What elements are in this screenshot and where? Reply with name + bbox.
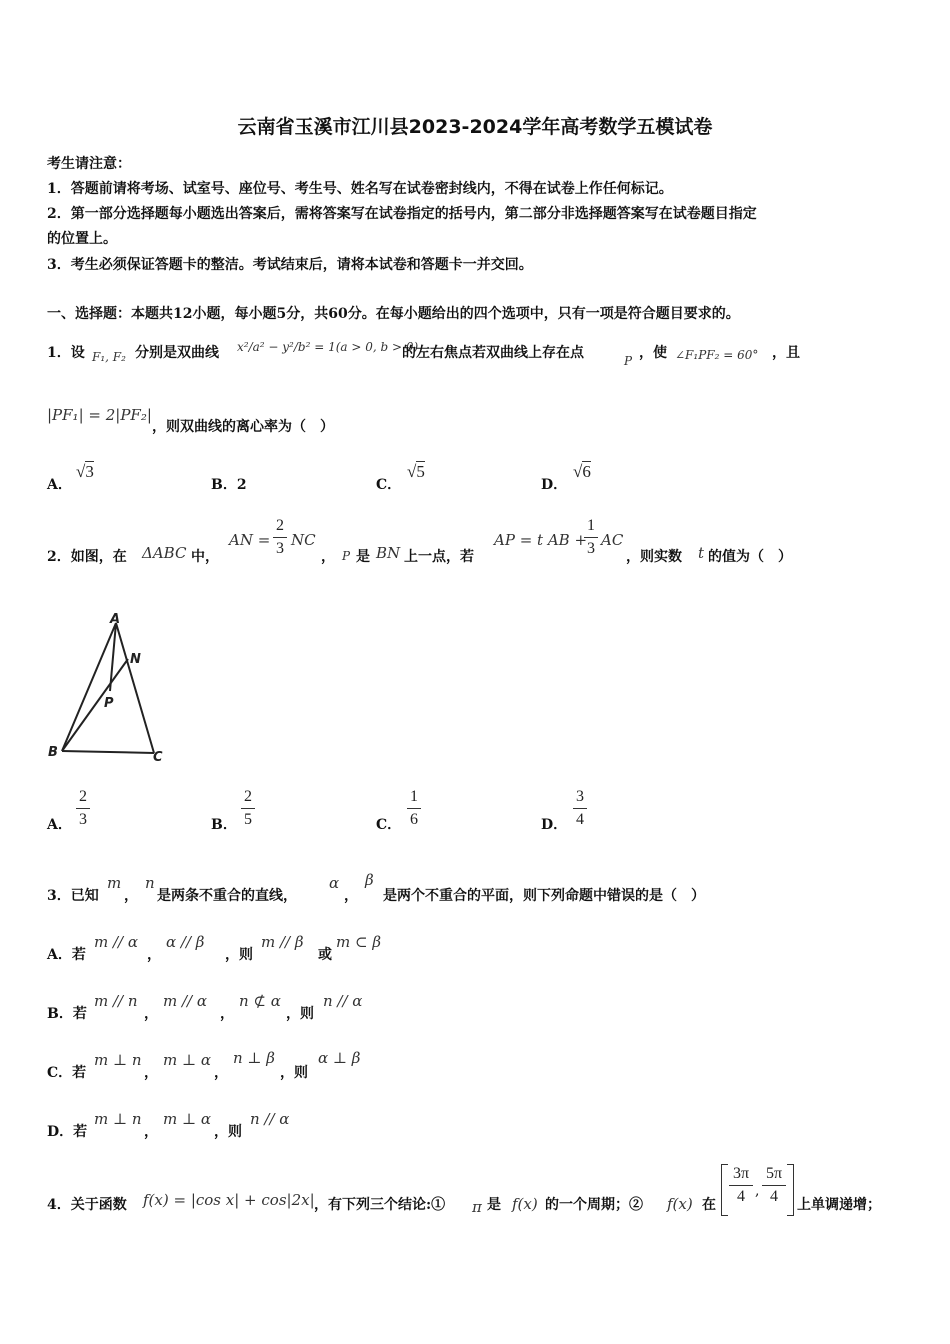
q4-pi: π — [472, 1198, 482, 1216]
q1-text-5: ，则双曲线的离心率为（ ） — [152, 419, 334, 435]
q2-text-4: 上一点，若 — [404, 549, 474, 565]
q2-option-b-value: 2 5 — [241, 788, 255, 829]
q4-interval-start: 3π 4 — [729, 1165, 753, 1206]
q1-option-a-value: √3 — [76, 462, 94, 481]
q1-option-c: C． — [376, 477, 402, 493]
q1-option-b: B．2 — [211, 477, 247, 493]
q3-option-b: B．若 — [47, 1006, 87, 1022]
q1-text-4: ，且 — [772, 345, 800, 361]
q3-b-cond-2: m // α — [163, 992, 207, 1010]
q3-text-1: 是两条不重合的直线， — [157, 888, 297, 904]
q2-text-3: 是 — [356, 549, 370, 565]
q2-eq1-fraction: 2 3 — [273, 517, 287, 558]
q3-option-c: C．若 — [47, 1065, 87, 1081]
section-heading: 一、选择题：本题共12小题，每小题5分，共60分。在每小题给出的四个选项中，只有一项是符合题目要求的。 — [47, 306, 740, 322]
q3-d-cond-2: m ⊥ α — [163, 1110, 211, 1128]
q4-interval-right-bracket — [787, 1164, 794, 1216]
q2-eq1-right: NC — [291, 531, 316, 549]
q4-function: f(x) = |cos x| + cos|2x| — [143, 1191, 315, 1209]
q1-text-1: 分别是双曲线 — [135, 345, 219, 361]
q2-eq2-right: AC — [601, 531, 624, 549]
q1-number: 1．设 — [47, 345, 85, 361]
q4-fx-2: f(x) — [667, 1195, 693, 1213]
q3-a-or: 或 — [318, 947, 332, 963]
q3-a-sep: ， — [147, 947, 161, 963]
q2-segment-bn: BN — [376, 544, 401, 562]
q1-option-a: A． — [47, 477, 72, 493]
q2-option-c-value: 1 6 — [407, 788, 421, 829]
notice-item-2: 2．第一部分选择题每小题选出答案后，需将答案写在试卷指定的括号内，第二部分非选择题答案写在试卷题目指定 — [47, 206, 757, 222]
q3-c-sep-2: ， — [214, 1065, 228, 1081]
q1-hyperbola: x²/a² − y²/b² = 1(a > 0, b > 0) — [237, 340, 419, 354]
q2-eq2-left: AP = t AB + — [494, 531, 588, 549]
q4-text-5: 上单调递增； — [797, 1197, 881, 1213]
q1-angle: ∠F₁PF₂ = 60° — [675, 348, 759, 362]
figure-label-b: B — [48, 745, 58, 760]
q4-interval-comma: , — [755, 1183, 760, 1199]
q3-c-then: ，则 — [280, 1065, 308, 1081]
notice-item-1: 1．答题前请将考场、试室号、座位号、考生号、姓名写在试卷密封线内，不得在试卷上作任何标记。 — [47, 181, 673, 197]
q3-beta: β — [365, 871, 374, 889]
q1-text-2: 的左右焦点若双曲线上存在点 — [402, 345, 584, 361]
q3-d-cond-1: m ⊥ n — [94, 1110, 142, 1128]
q3-c-cond-3: n ⊥ β — [233, 1049, 275, 1067]
q4-text-2: 是 — [487, 1197, 501, 1213]
q1-text-3: ，使 — [639, 345, 667, 361]
q3-c-sep-1: ， — [144, 1065, 158, 1081]
q2-option-d: D． — [541, 817, 568, 833]
q3-c-cond-1: m ⊥ n — [94, 1051, 142, 1069]
notice-item-3: 3．考生必须保证答题卡的整洁。考试结束后，请将本试卷和答题卡一并交回。 — [47, 257, 533, 273]
q2-text-1: 中， — [191, 549, 219, 565]
q1-point-p: P — [624, 354, 633, 368]
q2-text-2: ， — [321, 549, 335, 565]
q4-fx: f(x) — [512, 1195, 538, 1213]
q4-interval-end: 5π 4 — [762, 1165, 786, 1206]
q2-option-a: A． — [47, 817, 72, 833]
q3-text-2: 是两个不重合的平面，则下列命题中错误的是（ ） — [383, 888, 705, 904]
q2-option-b: B． — [211, 817, 237, 833]
q4-text-3: 的一个周期；② — [545, 1197, 643, 1213]
q2-variable-t: t — [698, 544, 705, 562]
q3-d-then: ，则 — [214, 1124, 242, 1140]
q3-b-then: ，则 — [286, 1006, 314, 1022]
q4-text-4: 在 — [702, 1197, 716, 1213]
q3-a-result-2: m ⊂ β — [336, 933, 381, 951]
q3-comma: ， — [124, 888, 138, 904]
q1-condition: |PF₁| = 2|PF₂| — [47, 406, 152, 424]
q4-interval-left-bracket — [721, 1164, 728, 1216]
q3-m: m — [107, 874, 122, 892]
q4-text-1: ，有下列三个结论:① — [314, 1197, 446, 1213]
q2-text-5: ，则实数 — [626, 549, 682, 565]
q3-c-result: α ⊥ β — [318, 1049, 361, 1067]
q2-triangle-figure — [40, 605, 180, 770]
q1-option-d-value: √6 — [573, 462, 591, 481]
q3-a-cond-1: m // α — [94, 933, 138, 951]
figure-label-p: P — [104, 696, 114, 711]
q2-option-c: C． — [376, 817, 402, 833]
q2-eq1-left: AN = — [229, 531, 271, 549]
q3-c-cond-2: m ⊥ α — [163, 1051, 211, 1069]
page-title: 云南省玉溪市江川县2023-2024学年高考数学五模试卷 — [237, 116, 713, 138]
q2-option-a-value: 2 3 — [76, 788, 90, 829]
q3-a-result-1: m // β — [261, 933, 304, 951]
q2-triangle: ΔABC — [142, 544, 187, 562]
q2-text-6: 的值为（ ） — [708, 549, 792, 565]
q3-b-cond-3: n ⊄ α — [239, 992, 281, 1010]
q1-option-d: D． — [541, 477, 568, 493]
q3-b-sep-1: ， — [144, 1006, 158, 1022]
q3-a-cond-2: α // β — [166, 933, 205, 951]
figure-label-c: C — [153, 750, 163, 765]
q3-d-sep: ， — [144, 1124, 158, 1140]
q2-option-d-value: 3 4 — [573, 788, 587, 829]
q3-option-a: A．若 — [47, 947, 86, 963]
q3-a-then: ，则 — [225, 947, 253, 963]
q3-number: 3．已知 — [47, 888, 99, 904]
q2-eq2-fraction: 1 3 — [584, 517, 598, 558]
q2-number: 2．如图，在 — [47, 549, 127, 565]
q3-b-result: n // α — [323, 992, 363, 1010]
q3-d-result: n // α — [250, 1110, 290, 1128]
q2-point-p: P — [342, 549, 351, 563]
q3-b-sep-2: ， — [220, 1006, 234, 1022]
q1-foci: F₁, F₂ — [92, 350, 126, 364]
q3-option-d: D．若 — [47, 1124, 88, 1140]
q4-number: 4．关于函数 — [47, 1197, 127, 1213]
q3-comma-2: ， — [344, 888, 358, 904]
q3-alpha: α — [329, 874, 340, 892]
notice-item-2-cont: 的位置上。 — [47, 231, 117, 247]
q3-b-cond-1: m // n — [94, 992, 138, 1010]
notice-heading: 考生请注意： — [47, 156, 131, 172]
figure-label-a: A — [110, 612, 121, 627]
q1-option-c-value: √5 — [407, 462, 425, 481]
q3-n: n — [145, 874, 155, 892]
figure-label-n: N — [130, 652, 141, 667]
